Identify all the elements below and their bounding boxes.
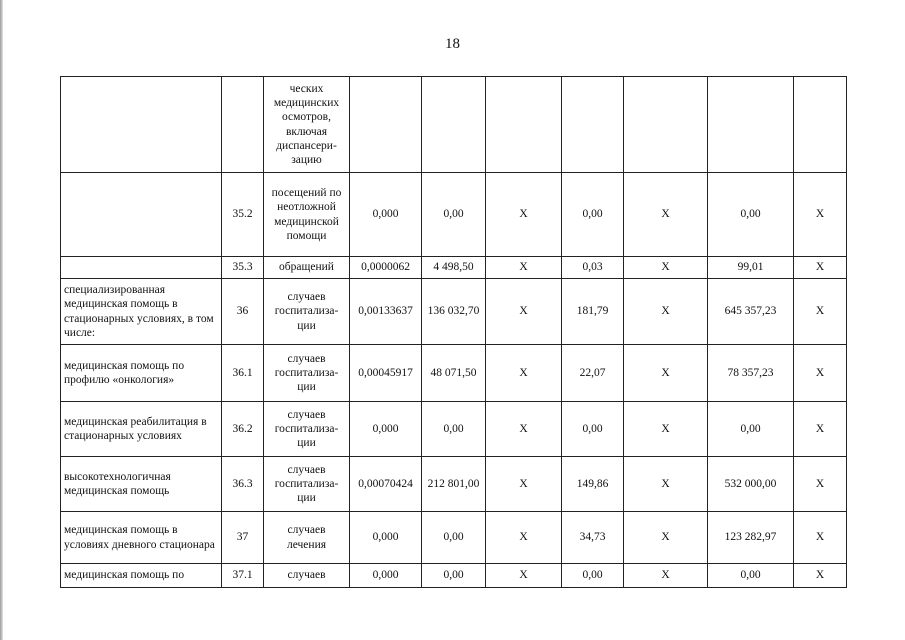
page-number: 18: [445, 36, 460, 52]
cell-value: [562, 77, 624, 173]
row-label: [61, 77, 222, 173]
cell-value: 0,00: [422, 512, 486, 564]
row-code: [222, 77, 264, 173]
cell-value: 0,0000062: [350, 257, 422, 279]
cell-value: 0,00: [422, 173, 486, 257]
cell-value: X: [486, 564, 562, 588]
row-unit: случаев госпитализа- ции: [264, 402, 350, 457]
row-code: 37.1: [222, 564, 264, 588]
row-label: специализированная медицинская помощь в стационарных условиях, в том числе:: [61, 279, 222, 345]
row-code: 35.2: [222, 173, 264, 257]
cell-value: X: [486, 402, 562, 457]
cell-value: X: [794, 402, 847, 457]
row-unit: обращений: [264, 257, 350, 279]
cell-value: [422, 77, 486, 173]
row-code: 36: [222, 279, 264, 345]
row-label: высокотехнологичная медицинская помощь: [61, 457, 222, 512]
table-row: [61, 564, 847, 588]
cell-value: [350, 77, 422, 173]
cell-value: 78 357,23: [708, 345, 794, 402]
table-row: [61, 173, 847, 257]
cell-value: 0,000: [350, 564, 422, 588]
cell-value: 136 032,70: [422, 279, 486, 345]
cell-value: 149,86: [562, 457, 624, 512]
row-unit: случаев госпитализа- ции: [264, 279, 350, 345]
cell-value: X: [794, 257, 847, 279]
cell-value: X: [794, 512, 847, 564]
cell-value: X: [486, 279, 562, 345]
table-row: [61, 279, 847, 345]
row-code: 37: [222, 512, 264, 564]
cell-value: X: [624, 279, 708, 345]
cell-value: 0,000: [350, 402, 422, 457]
cell-value: 0,00045917: [350, 345, 422, 402]
cell-value: 22,07: [562, 345, 624, 402]
cell-value: 0,00: [708, 402, 794, 457]
table-row: [61, 77, 847, 173]
cell-value: 0,00: [562, 173, 624, 257]
cell-value: [624, 77, 708, 173]
cell-value: X: [624, 457, 708, 512]
scan-edge-shadow: [0, 0, 3, 640]
row-code: 35.3: [222, 257, 264, 279]
cell-value: 34,73: [562, 512, 624, 564]
cell-value: 0,00: [562, 402, 624, 457]
row-unit: случаев лечения: [264, 512, 350, 564]
cell-value: 123 282,97: [708, 512, 794, 564]
row-label: медицинская помощь по: [61, 564, 222, 588]
cell-value: X: [794, 279, 847, 345]
cell-value: X: [794, 564, 847, 588]
cell-value: 0,000: [350, 173, 422, 257]
table-row: [61, 345, 847, 402]
row-label: медицинская реабилитация в стационарных условиях: [61, 402, 222, 457]
row-unit: случаев: [264, 564, 350, 588]
row-unit: случаев госпитализа- ции: [264, 345, 350, 402]
cell-value: 532 000,00: [708, 457, 794, 512]
cell-value: X: [624, 512, 708, 564]
tariff-table: [60, 76, 847, 588]
cell-value: 0,00: [422, 564, 486, 588]
row-code: 36.3: [222, 457, 264, 512]
cell-value: X: [486, 257, 562, 279]
cell-value: [486, 77, 562, 173]
cell-value: X: [486, 457, 562, 512]
cell-value: 0,00: [708, 564, 794, 588]
cell-value: X: [624, 402, 708, 457]
cell-value: X: [624, 564, 708, 588]
cell-value: 48 071,50: [422, 345, 486, 402]
table-row: [61, 512, 847, 564]
row-unit: ческих медицинских осмотров, включая диспансери- зацию: [264, 77, 350, 173]
cell-value: [708, 77, 794, 173]
cell-value: 0,00: [708, 173, 794, 257]
cell-value: 0,00070424: [350, 457, 422, 512]
cell-value: X: [794, 345, 847, 402]
cell-value: 0,03: [562, 257, 624, 279]
cell-value: 212 801,00: [422, 457, 486, 512]
row-label: медицинская помощь в условиях дневного стационара: [61, 512, 222, 564]
cell-value: X: [624, 173, 708, 257]
cell-value: X: [794, 173, 847, 257]
cell-value: 99,01: [708, 257, 794, 279]
cell-value: X: [624, 257, 708, 279]
cell-value: X: [486, 512, 562, 564]
cell-value: 645 357,23: [708, 279, 794, 345]
row-code: 36.2: [222, 402, 264, 457]
row-label: медицинская помощь по профилю «онкология»: [61, 345, 222, 402]
cell-value: X: [794, 457, 847, 512]
cell-value: [794, 77, 847, 173]
row-label: [61, 257, 222, 279]
cell-value: X: [624, 345, 708, 402]
table-row: [61, 402, 847, 457]
row-unit: посещений по неотложной медицинской помощи: [264, 173, 350, 257]
cell-value: X: [486, 345, 562, 402]
cell-value: 4 498,50: [422, 257, 486, 279]
cell-value: 0,00: [422, 402, 486, 457]
cell-value: 0,00: [562, 564, 624, 588]
row-label: [61, 173, 222, 257]
cell-value: 181,79: [562, 279, 624, 345]
cell-value: 0,00133637: [350, 279, 422, 345]
table-row: [61, 257, 847, 279]
cell-value: X: [486, 173, 562, 257]
row-unit: случаев госпитализа- ции: [264, 457, 350, 512]
cell-value: 0,000: [350, 512, 422, 564]
table-row: [61, 457, 847, 512]
row-code: 36.1: [222, 345, 264, 402]
